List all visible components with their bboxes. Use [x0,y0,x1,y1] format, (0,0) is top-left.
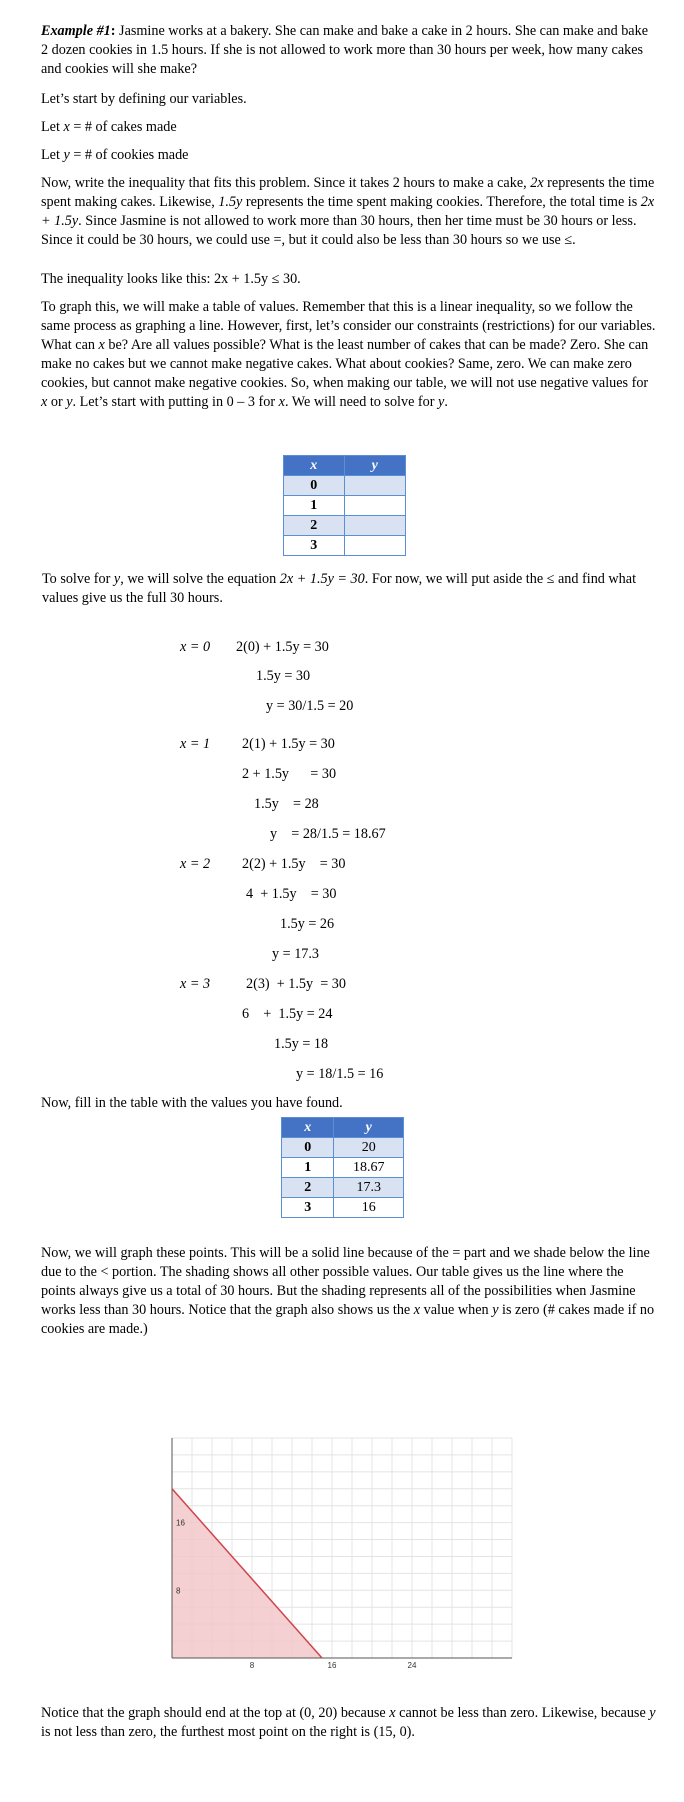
table-row: 0 20 [282,1138,404,1158]
filled-values-table [281,1117,404,1218]
example-label: Example #1 [41,23,111,39]
fill-line: Now, fill in the table with the values you have found. [41,1095,343,1111]
work-x3-line3: 1.5y = 18 [274,1036,329,1052]
y-tick-label: 8 [176,1586,181,1596]
table-explanation: To graph this, we will make a table of values. Remember that this is a linear inequality, so we follow the same process as graphing a line. However, first, let’s consider our constraints (restrictions) for our variables. What can x be? Are all values possible? What is the least number of cakes that can be made? Zero. She can make no cakes but we cannot make negative cakes. What about cookies? Same, zero. We can make zero cookies, but cannot make negative cookies. So, when making our table, we will not use negative values for x or y. Let’s start with putting in 0 – 3 for x. We will need to solve for y. [41,299,656,410]
solve-intro: To solve for y, we will solve the equation 2x + 1.5y = 30. For now, we will put aside the ≤ and find what values give us the full 30 hours. [42,571,637,606]
variables-intro: Let’s start by defining our variables. [41,91,247,107]
header-y: y [344,456,406,476]
work-x3-line4: y = 18/1.5 = 16 [296,1066,384,1082]
work-x1-line2: 2 + 1.5y = 30 [242,766,337,782]
inequality-line: The inequality looks like this: 2x + 1.5y ≤ 30. [41,271,301,287]
table-row: 3 16 [282,1198,404,1218]
work-x0-label: x = 0 [180,639,211,655]
table-header-row [284,456,406,476]
work-x2-line4: y = 17.3 [272,946,320,962]
work-x2-line3: 1.5y = 26 [280,916,335,932]
work-x2-line1: 2(2) + 1.5y = 30 [242,856,346,872]
y-tick-label: 16 [176,1518,185,1528]
table-row: 0 [284,476,406,496]
work-x0-line3: y = 30/1.5 = 20 [266,698,354,714]
graph-explanation: Now, we will graph these points. This will be a solid line because of the = part and we shade below the line due to the < portion. The shading shows all other possible values. Our table gives us the line where the points always give us a total of 30 hours. But the shading represents all of the possibilities when Jasmine works less than 30 hours. Notice that the graph also shows us the x value when y is zero (# cakes made if no cookies are made.) [41,1245,655,1337]
header-x: x [284,456,345,476]
table-header-row [282,1118,404,1138]
x-tick-label: 24 [407,1661,417,1670]
work-x3-line2: 6 + 1.5y = 24 [242,1006,333,1022]
x-tick-label: 8 [249,1661,255,1670]
inequality-graph [150,1430,520,1670]
table-row: 1 [284,496,406,516]
y-definition: Let y = # of cookies made [41,147,189,163]
work-x1-line3: 1.5y = 28 [254,796,319,812]
work-x0-line1: 2(0) + 1.5y = 30 [236,639,329,655]
work-x2-label: x = 2 [180,856,211,872]
table-row: 2 17.3 [282,1178,404,1198]
work-x3-label: x = 3 [180,976,211,992]
example-text: Jasmine works at a bakery. She can make and bake a cake in 2 hours. She can make and bake 2 dozen cookies in 1.5 hours. If she is not allowed to work more than 30 hours per week, how many cakes and cookies will she make? [41,23,648,77]
inequality-explanation: Now, write the inequality that fits this problem. Since it takes 2 hours to make a cake, 2x represents the time spent making cakes. Likewise, 1.5y represents the time spent making cookies. Therefore, the total time is 2x + 1.5y. Since Jasmine is not allowed to work more than 30 hours, then her time must be 30 hours or less. Since it could be 30 hours, we could use =, but it could also be less than 30 hours so we use ≤. [41,175,655,248]
work-x1-line4: y = 28/1.5 = 18.67 [270,826,386,842]
table-row: 3 [284,536,406,556]
x-tick-label: 16 [327,1661,337,1670]
work-x3-line1: 2(3) + 1.5y = 30 [246,976,346,992]
header-x: x [282,1118,334,1138]
example-paragraph: Example #1: Jasmine works at a bakery. She can make and bake a cake in 2 hours. She can make and bake 2 dozen cookies in 1.5 hours. If she is not allowed to work more than 30 hours per week, how many cakes and cookies will she make? [41,23,648,77]
work-x1-line1: 2(1) + 1.5y = 30 [242,736,335,752]
empty-values-table [283,455,406,556]
work-x2-line2: 4 + 1.5y = 30 [246,886,337,902]
table-row: 1 18.67 [282,1158,404,1178]
x-definition: Let x = # of cakes made [41,119,177,135]
table-row: 2 [284,516,406,536]
header-y: y [334,1118,404,1138]
work-x1-label: x = 1 [180,736,211,752]
closing-paragraph: Notice that the graph should end at the top at (0, 20) because x cannot be less than zero. Likewise, because y is not less than zero, the furthest most point on the right is (15, 0). [41,1705,656,1740]
work-x0-line2: 1.5y = 30 [256,668,311,684]
